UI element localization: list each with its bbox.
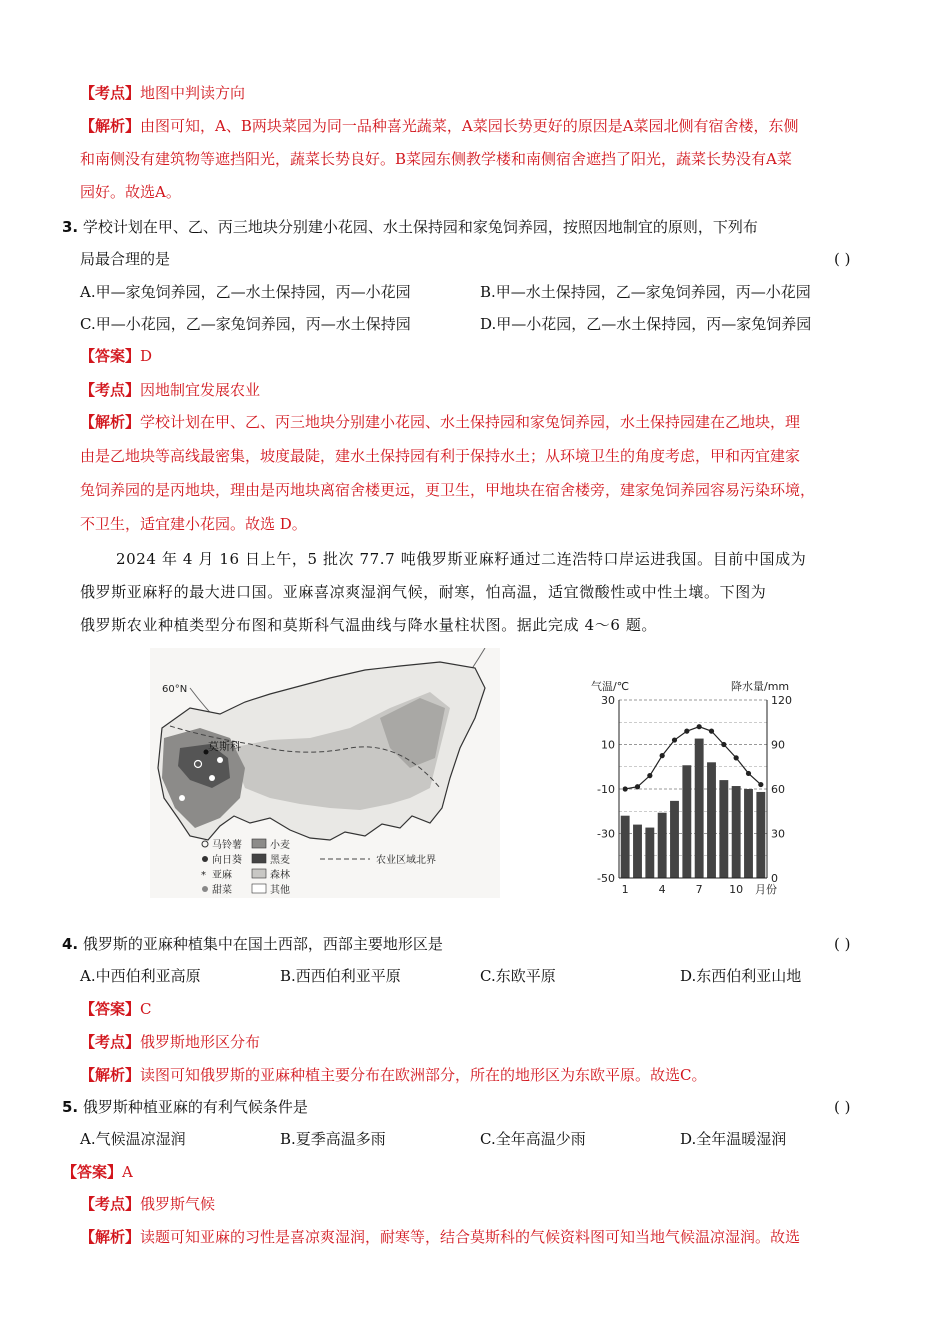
precipitation-bars xyxy=(621,739,766,878)
legend-boundary: 农业区域北界 xyxy=(376,855,436,866)
flax-symbol xyxy=(217,757,223,763)
intro-line-1: 2024 年 4 月 16 日上午，5 批次 77.7 吨俄罗斯亚麻籽通过二连浩特口岸运进我国。目前中国成为 xyxy=(116,550,807,568)
temperature-point-10 xyxy=(734,755,739,760)
q3-option-b: B.甲—水土保持园，乙—家兔饲养园，丙—小花园 xyxy=(480,283,811,301)
legend-other: 其他 xyxy=(270,885,290,896)
q3-answer xyxy=(80,346,152,366)
answer-tag: 【答案】 xyxy=(80,1000,141,1018)
right-tick-label: 90 xyxy=(771,738,785,752)
right-tick-label: 0 xyxy=(771,872,778,885)
precip-bar-8 xyxy=(707,762,716,878)
kaodian-text: 地图中判读方向 xyxy=(140,84,246,102)
q5-option-b: B.夏季高温多雨 xyxy=(280,1130,386,1148)
q4-option-d: D.东西伯利亚山地 xyxy=(680,967,802,985)
jiexi-text: 学校计划在甲、乙、丙三地块分别建小花园、水土保持园和家兔饲养园，水土保持园建在乙地块，理 xyxy=(140,413,801,431)
kaodian-tag: 【考点】 xyxy=(80,1195,141,1213)
precip-bar-9 xyxy=(719,780,728,878)
left-tick-label: 10 xyxy=(601,738,615,752)
answer-parentheses: ( ) xyxy=(834,1098,851,1116)
legend-sunflower: 向日葵 xyxy=(212,855,242,866)
left-tick-label: -30 xyxy=(597,827,615,841)
x-tick-label: 7 xyxy=(695,883,703,896)
jiexi-tag: 【解析】 xyxy=(80,413,141,431)
q2-jiexi-line-3: 园好。故选A。 xyxy=(80,183,181,201)
legend-forest: 森林 xyxy=(270,870,290,881)
left-tick-label: -50 xyxy=(597,872,615,885)
temperature-point-4 xyxy=(660,753,665,758)
temperature-line xyxy=(623,724,764,792)
left-tick-label: -10 xyxy=(597,783,615,796)
kaodian-text: 俄罗斯气候 xyxy=(140,1195,216,1213)
precip-bar-3 xyxy=(645,828,654,878)
q4-kaodian xyxy=(80,1032,260,1052)
precip-bar-5 xyxy=(670,801,679,878)
kaodian-tag: 【考点】 xyxy=(80,381,141,399)
q4-answer xyxy=(80,999,152,1019)
precip-bar-1 xyxy=(621,816,630,878)
left-tick-label: 30 xyxy=(601,694,615,707)
legend-sunflower-icon xyxy=(202,856,208,862)
temperature-point-2 xyxy=(635,784,640,789)
temperature-point-5 xyxy=(672,737,677,742)
answer-parentheses: ( ) xyxy=(834,250,851,268)
q3-kaodian xyxy=(80,380,260,400)
q5-answer xyxy=(62,1162,133,1182)
q3-stem-line-1 xyxy=(62,217,758,237)
question-number: 5. xyxy=(62,1098,79,1116)
q3-option-d: D.甲—小花园，乙—水土保持园，丙—家兔饲养园 xyxy=(480,315,812,333)
right-tick-label: 60 xyxy=(771,783,785,796)
legend-beet: 甜菜 xyxy=(212,885,232,896)
q3-jiexi-line-4: 不卫生，适宜建小花园。故选 D。 xyxy=(80,515,307,533)
q4-option-a: A.中西伯利亚高原 xyxy=(80,967,201,985)
legend-wheat: 小麦 xyxy=(270,840,290,851)
temperature-point-1 xyxy=(623,786,628,791)
kaodian-text: 因地制宜发展农业 xyxy=(140,381,261,399)
moscow-climate-chart xyxy=(585,676,805,902)
answer-value: C xyxy=(140,1000,152,1018)
q4-option-c: C.东欧平原 xyxy=(480,967,556,985)
legend-flax: 亚麻 xyxy=(212,870,232,881)
intro-line-2: 俄罗斯亚麻籽的最大进口国。亚麻喜凉爽湿润气候，耐寒，怕高温，适宜微酸性或中性土壤。下图为 xyxy=(80,583,767,601)
temperature-point-7 xyxy=(697,724,702,729)
temperature-point-11 xyxy=(746,771,751,776)
q5-option-c: C.全年高温少雨 xyxy=(480,1130,586,1148)
climate-chart-svg xyxy=(585,676,805,902)
temperature-point-9 xyxy=(721,742,726,747)
jiexi-text: 读题可知亚麻的习性是喜凉爽湿润，耐寒等，结合莫斯科的气候资料图可知当地气候温凉湿润。故选 xyxy=(140,1228,801,1246)
right-tick-label: 120 xyxy=(771,694,792,707)
right-axis-title: 降水量/mm xyxy=(731,680,790,693)
answer-value: A xyxy=(122,1163,133,1181)
x-axis-title: 月份 xyxy=(755,883,777,896)
sunflower-symbol xyxy=(209,775,215,781)
x-tick-label: 10 xyxy=(729,883,744,896)
q4-jiexi xyxy=(80,1065,707,1085)
question-number: 4. xyxy=(62,935,79,953)
moscow-label: 莫斯科 xyxy=(208,740,241,753)
legend-wheat-swatch xyxy=(252,839,266,848)
q5-option-d: D.全年温暖湿润 xyxy=(680,1130,787,1148)
question-stem: 学校计划在甲、乙、丙三地块分别建小花园、水土保持园和家兔饲养园，按照因地制宜的原则，下列布 xyxy=(82,218,758,236)
question-number: 3. xyxy=(62,218,79,236)
q5-jiexi xyxy=(80,1227,800,1247)
temperature-polyline xyxy=(625,727,761,789)
q2-jiexi-line-2: 和南侧没有建筑物等遮挡阳光，蔬菜长势良好。B菜园东侧教学楼和南侧宿舍遮挡了阳光，蔬菜长势没有A菜 xyxy=(80,150,792,168)
legend-flax-icon: * xyxy=(201,870,206,881)
right-tick-label: 30 xyxy=(771,827,785,841)
q3-jiexi-line-1 xyxy=(80,412,800,432)
kaodian-text: 俄罗斯地形区分布 xyxy=(140,1033,261,1051)
legend-potato: 马铃薯 xyxy=(212,840,242,851)
legend-rye: 黑麦 xyxy=(270,855,290,866)
temperature-point-6 xyxy=(684,729,689,734)
kaodian-tag: 【考点】 xyxy=(80,1033,141,1051)
answer-parentheses: ( ) xyxy=(834,935,851,953)
q4-stem xyxy=(62,934,443,954)
precip-bar-6 xyxy=(682,765,691,878)
q2-kaodian xyxy=(80,83,245,103)
left-axis-title: 气温/℃ xyxy=(591,680,630,693)
q3-option-c: C.甲—小花园，乙—家兔饲养园，丙—水土保持园 xyxy=(80,315,411,333)
legend-other-swatch xyxy=(252,884,266,893)
legend-beet-icon xyxy=(202,886,208,892)
legend-rye-swatch xyxy=(252,854,266,863)
q5-kaodian xyxy=(80,1194,215,1214)
q5-stem xyxy=(62,1097,308,1117)
precip-bar-12 xyxy=(756,792,765,878)
answer-tag: 【答案】 xyxy=(80,347,141,365)
temperature-point-8 xyxy=(709,729,714,734)
precip-bar-10 xyxy=(732,786,741,878)
jiexi-tag: 【解析】 xyxy=(80,1066,141,1084)
jiexi-tag: 【解析】 xyxy=(80,1228,141,1246)
q2-jiexi-line-1 xyxy=(80,116,799,136)
lat-label: 60°N xyxy=(162,684,188,695)
temperature-point-3 xyxy=(647,773,652,778)
jiexi-text: 由图可知，A、B两块菜园为同一品种喜光蔬菜，A菜园长势更好的原因是A菜园北侧有宿舍楼，东侧 xyxy=(140,117,799,135)
precip-bar-2 xyxy=(633,825,642,878)
x-tick-label: 1 xyxy=(621,883,629,896)
q4-option-b: B.西西伯利亚平原 xyxy=(280,967,401,985)
jiexi-text: 读图可知俄罗斯的亚麻种植主要分布在欧洲部分，所在的地形区为东欧平原。故选C。 xyxy=(140,1066,707,1084)
map-svg xyxy=(150,648,500,898)
question-stem: 俄罗斯的亚麻种植集中在国土西部，西部主要地形区是 xyxy=(82,935,443,953)
q3-option-a: A.甲—家兔饲养园，乙—水土保持园，丙—小花园 xyxy=(80,283,411,301)
answer-tag: 【答案】 xyxy=(62,1163,123,1181)
q5-option-a: A.气候温凉湿润 xyxy=(80,1130,186,1148)
precip-bar-11 xyxy=(744,789,753,878)
kaodian-tag: 【考点】 xyxy=(80,84,141,102)
q3-stem-line-2: 局最合理的是 xyxy=(80,250,171,268)
q3-jiexi-line-2: 由是乙地块等高线最密集，坡度最陡，建水土保持园有利于保持水土；从环境卫生的角度考虑，甲和丙宜建家 xyxy=(80,447,801,465)
x-tick-label: 4 xyxy=(658,883,666,896)
answer-value: D xyxy=(140,347,153,365)
beet-symbol xyxy=(179,795,185,801)
temperature-point-12 xyxy=(758,782,763,787)
russia-agriculture-map xyxy=(150,648,500,898)
precip-bar-7 xyxy=(695,739,704,878)
q3-jiexi-line-3: 兔饲养园的是丙地块，理由是丙地块离宿舍楼更远，更卫生，甲地块在宿舍楼旁，建家兔饲养园容易污染环境， xyxy=(80,481,816,499)
intro-line-3: 俄罗斯农业种植类型分布图和莫斯科气温曲线与降水量柱状图。据此完成 4～6 题。 xyxy=(80,616,658,634)
question-stem: 俄罗斯种植亚麻的有利气候条件是 xyxy=(82,1098,308,1116)
jiexi-tag: 【解析】 xyxy=(80,117,141,135)
legend-forest-swatch xyxy=(252,869,266,878)
precip-bar-4 xyxy=(658,813,667,878)
